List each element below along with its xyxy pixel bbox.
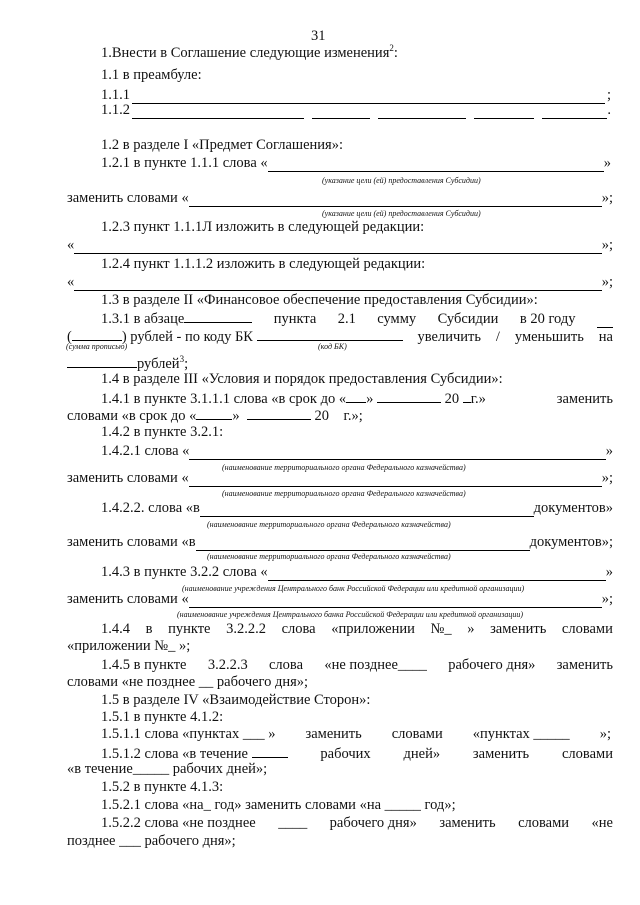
blank-field [542, 105, 607, 119]
item-text: заменить словами « [67, 591, 189, 607]
blank-field [377, 389, 441, 403]
blank-field [268, 158, 604, 172]
w: словами [562, 746, 613, 762]
w: пункте [168, 621, 211, 637]
w: 3.2.2.2 [226, 621, 266, 637]
quote: »; [601, 190, 613, 206]
quote: » [605, 564, 613, 580]
w: словами [391, 726, 443, 742]
quote: » [603, 155, 611, 171]
paren: ( [67, 329, 72, 345]
quote: »; [601, 274, 613, 290]
t-a: 1.3.1 в абзаце [101, 311, 185, 327]
field-caption: (наименование территориального органа Федерального казначейства) [207, 552, 451, 561]
t-a: 1.4.1 в пункте 3.1.1.1 слова «в срок до « [101, 391, 347, 407]
replace-line-1-4-2-2 [67, 534, 613, 551]
item-1-5-2-1: 1.5.2.1 слова «на_ год» заменить словами «на _____ год»; [101, 797, 456, 813]
replace-line-1-4-3 [67, 591, 613, 608]
item-text: заменить словами « [67, 470, 189, 486]
w: словами [561, 621, 613, 637]
field-caption: (наименование территориального органа Федерального казначейства) [222, 463, 466, 472]
item-1-2-1 [101, 155, 611, 172]
blank-field [268, 567, 606, 581]
t-b: пункта [273, 311, 317, 327]
blank-field [132, 105, 304, 119]
t [101, 309, 252, 328]
blank-field [189, 594, 602, 608]
item-text: 1.2.1 в пункте 1.1.1 слова « [101, 155, 268, 171]
w: 1.4.4 [101, 621, 130, 637]
blank-field [74, 240, 601, 254]
t-i: г.»; [343, 408, 363, 424]
item-1-4-2-1 [101, 443, 613, 460]
field-caption: (указание цели (ей) предоставления Субсидии) [322, 176, 481, 185]
blank-field [200, 503, 534, 517]
w: »; [599, 726, 611, 742]
w: рабочего дня» [329, 815, 417, 831]
t-c: 2.1 [337, 311, 356, 327]
quote: « [67, 237, 75, 253]
t-g: » [232, 408, 240, 424]
quote: »; [601, 237, 613, 253]
t-d: сумму [377, 311, 417, 327]
item-1-1: 1.1 в преамбуле: [101, 67, 202, 83]
w: слова [281, 621, 316, 637]
t-f [520, 311, 576, 328]
blank-field [474, 105, 534, 119]
item-1-3: 1.3 в разделе II «Финансовое обеспечение предоставления Субсидии»: [101, 292, 538, 308]
blank-field [196, 537, 530, 551]
item-1-4-3 [101, 564, 613, 581]
w: «не позднее____ [324, 657, 427, 673]
quote: » [605, 443, 613, 459]
punct: ; [606, 87, 611, 103]
item-1-4-2: 1.4.2 в пункте 3.2.1: [101, 424, 224, 440]
title-tail: : [393, 45, 398, 61]
w: заменить [305, 726, 362, 742]
w: словами [518, 815, 570, 831]
blank-field [189, 193, 602, 207]
w: «приложении [331, 621, 415, 637]
field-caption: (сумма прописью) [66, 342, 128, 351]
item-text: заменить словами «в [67, 534, 196, 550]
t-e: заменить [556, 391, 613, 407]
t-f: на [598, 329, 613, 345]
punct: . [607, 102, 611, 118]
t-c: увеличить [417, 329, 481, 345]
item-label: 1.1.2 [101, 102, 130, 118]
t-g: году [548, 311, 576, 327]
item-text: 1.4.3 в пункте 3.2.2 слова « [101, 564, 268, 580]
item-text: 1.4.2.2. слова «в [101, 500, 200, 516]
blank-field [74, 277, 601, 291]
docs: документов»; [529, 534, 613, 550]
item-1-4-4 [101, 621, 613, 638]
w: 1.4.5 в пункте [101, 657, 187, 673]
field-caption: (код БК) [318, 342, 347, 351]
w: дней» [403, 746, 441, 762]
item-1-4-1-line2 [67, 406, 363, 425]
blank-field [312, 105, 370, 119]
t-f: словами «в срок до « [67, 408, 197, 424]
w: заменить [472, 746, 530, 762]
quote: »; [601, 591, 613, 607]
w: заменить [556, 657, 613, 673]
w: в [145, 621, 153, 637]
t-h: 20 [314, 408, 330, 424]
item-1-1-2 [101, 102, 611, 119]
title-text: 1.Внести в Соглашение следующие изменения [101, 45, 390, 61]
w: рабочего дня» [448, 657, 536, 673]
item-1-5: 1.5 в разделе IV «Взаимодействие Сторон»: [101, 692, 371, 708]
blank-field [346, 389, 366, 403]
t-e: уменьшить [514, 329, 584, 345]
field-caption: (указание цели (ей) предоставления Субсидии) [322, 209, 481, 218]
footnote-marker: 3 [179, 354, 185, 365]
t-c: 20 [444, 391, 460, 407]
t-e: Субсидии [437, 311, 499, 327]
quote: »; [601, 470, 613, 486]
docs: документов» [533, 500, 613, 516]
quote: « [67, 274, 75, 290]
item-1-4: 1.4 в разделе III «Условия и порядок предоставления Субсидии»: [101, 371, 503, 387]
item-1-5-2: 1.5.2 в пункте 4.1.3: [101, 779, 224, 795]
t-b: ) рублей - по коду БК [121, 329, 253, 345]
w: рабочих [320, 746, 371, 762]
field-caption: (наименование учреждения Центрального банка Российской Федерации или кредитной организации) [177, 610, 523, 619]
page-number: 31 [311, 28, 326, 44]
item-1-5-1: 1.5.1 в пункте 4.1.2: [101, 709, 224, 725]
item-1-4-5-line2: словами «не позднее __ рабочего дня»; [67, 674, 309, 690]
item-1-2-3: 1.2.3 пункт 1.1.1Л изложить в следующей редакции: [101, 219, 425, 235]
blank-field [67, 354, 137, 368]
item-1-4-2-2 [101, 500, 613, 517]
field-caption: (наименование территориального органа Федерального казначейства) [207, 520, 451, 529]
item-1-5-2-2 [101, 815, 613, 832]
item-1-2: 1.2 в разделе I «Предмет Соглашения»: [101, 137, 343, 153]
w: «пунктах _____ [472, 726, 570, 742]
item-text: 1.4.2.1 слова « [101, 443, 190, 459]
blank-field [72, 327, 122, 341]
blank-field [252, 744, 288, 758]
w: » [467, 621, 475, 637]
blank-field [189, 446, 605, 460]
section-title [101, 45, 398, 62]
field-caption: (наименование учреждения Центрального банк Российской Федерации или кредитной организации) [182, 584, 525, 593]
t-d: г.» [470, 391, 486, 407]
item-1-4-5 [101, 657, 613, 674]
item-1-2-4-text [67, 274, 613, 291]
blank-field [378, 105, 466, 119]
w-text: 1.5.1.2 слова «в течение [101, 746, 248, 762]
t: рублей [137, 356, 180, 372]
blank-field [189, 473, 602, 487]
w: 3.2.2.3 [207, 657, 248, 673]
field-caption: (наименование территориального органа Федерального казначейства) [222, 489, 466, 498]
w: «не [591, 815, 613, 831]
replace-line-1-2-1 [67, 190, 613, 207]
t-b: » [366, 391, 374, 407]
item-1-5-1-2-line2: «в течение_____ рабочих дней»; [67, 761, 268, 777]
footnote-marker: 2 [389, 43, 394, 54]
t-f-text: в 20 [519, 311, 545, 327]
blank-field [463, 389, 471, 403]
item-label: 1.1.1 [101, 87, 130, 103]
blank-field [184, 309, 252, 323]
item-1-5-2-2-line2: позднее ___ рабочего дня»; [67, 833, 236, 849]
w: 1.5.1.1 слова «пунктах ___ » [101, 726, 276, 742]
punct: ; [184, 356, 189, 372]
item-1-2-4: 1.2.4 пункт 1.1.1.2 изложить в следующей редакции: [101, 256, 426, 272]
replace-line-1-4-2-1 [67, 470, 613, 487]
blank-field [257, 327, 403, 341]
w: заменить [490, 621, 547, 637]
item-text: заменить словами « [67, 190, 189, 206]
blank-field [597, 314, 613, 328]
w: №_ [430, 621, 452, 637]
blank-field [196, 406, 232, 420]
item-1-2-3-text [67, 237, 613, 254]
item-1-3-1 [101, 309, 613, 328]
item-1-4-4-line2: «приложении №_ »; [67, 638, 191, 654]
w: ____ [278, 815, 308, 831]
w: 1.5.2.2 слова «не позднее [101, 815, 256, 831]
w: заменить [439, 815, 496, 831]
item-1-5-1-1 [101, 726, 611, 743]
blank-field [247, 406, 311, 420]
w: слова [269, 657, 304, 673]
t-d: / [495, 329, 500, 345]
